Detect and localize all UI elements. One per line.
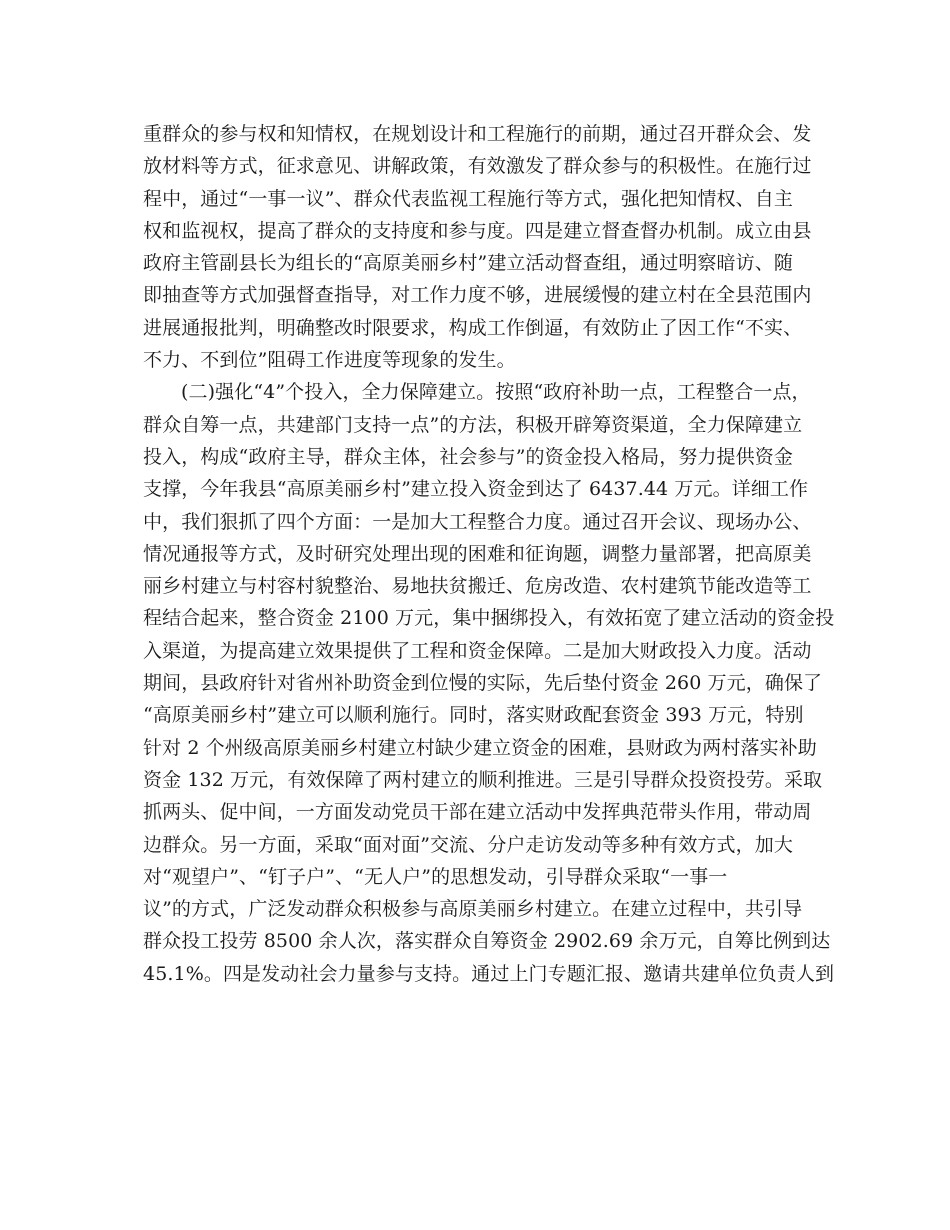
text-line: 边群众。另一方面，采取“面对面”交流、分户走访发动等多种有效方式，加大	[143, 833, 793, 856]
text-line: 放材料等方式，征求意见、讲解政策，有效激发了群众参与的积极性。在施行过	[143, 155, 812, 178]
text-line: 重群众的参与权和知情权，在规划设计和工程施行的前期，通过召开群众会、发	[143, 123, 812, 145]
text-line: 不力、不到位”阻碍工作进度等现象的发生。	[143, 349, 516, 372]
text-line: 期间，县政府针对省州补助资金到位慢的实际，先后垫付资金 260 万元，确保了	[143, 672, 823, 695]
text-line: 丽乡村建立与村容村貌整治、易地扶贫搬迁、危房改造、农村建筑节能改造等工	[143, 575, 812, 598]
text-line: 情况通报等方式，及时研究处理出现的困难和征询题，调整力量部署，把高原美	[143, 542, 812, 565]
text-line: 程中，通过“一事一议”、群众代表监视工程施行等方式，强化把知情权、自主	[143, 187, 793, 210]
text-line: “高原美丽乡村”建立可以顺利施行。同时，落实财政配套资金 393 万元，特别	[143, 704, 804, 727]
text-line: 政府主管副县长为组长的“高原美丽乡村”建立活动督查组，通过明察暗访、随	[143, 252, 793, 275]
text-line: 程结合起来，整合资金 2100 万元，集中捆绑投入，有效拓宽了建立活动的资金投	[143, 607, 835, 630]
text-line: 支撑，今年我县“高原美丽乡村”建立投入资金到达了 6437.44 万元。详细工作	[143, 478, 809, 501]
text-line: 资金 132 万元，有效保障了两村建立的顺利推进。三是引导群众投资投劳。采取	[143, 768, 823, 791]
text-line: 中，我们狠抓了四个方面：一是加大工程整合力度。通过召开会议、现场办公、	[143, 510, 812, 533]
text-line: 针对 2 个州级高原美丽乡村建立村缺少建立资金的困难，县财政为两村落实补助	[143, 736, 817, 759]
text-line: 群众投工投劳 8500 余人次，落实群众自筹资金 2902.69 余万元，自筹比例到达	[143, 930, 831, 953]
text-line: 即抽查等方式加强督查指导，对工作力度不够，进展缓慢的建立村在全县范围内	[143, 284, 812, 307]
text-line: 45.1%。四是发动社会力量参与支持。通过上门专题汇报、邀请共建单位负责人到	[143, 962, 835, 985]
text-line: 议”的方式，广泛发动群众积极参与高原美丽乡村建立。在建立过程中，共引导	[143, 898, 803, 921]
text-line: 对“观望户”、“钉子户”、“无人户”的思想发动，引导群众采取“一事一	[143, 865, 728, 888]
text-line: 抓两头、促中间，一方面发动党员干部在建立活动中发挥典范带头作用，带动周	[143, 801, 812, 824]
text-line: (二)强化“4”个投入，全力保障建立。按照“政府补助一点，工程整合一点，	[181, 381, 811, 404]
text-line: 权和监视权，提高了群众的支持度和参与度。四是建立督查督办机制。成立由县	[143, 219, 812, 242]
text-line: 进展通报批判，明确整改时限要求，构成工作倒逼，有效防止了因工作“不实、	[143, 316, 803, 339]
text-line: 群众自筹一点，共建部门支持一点”的方法，积极开辟筹资渠道，全力保障建立	[143, 413, 803, 436]
body-text	[143, 118, 835, 990]
text-line: 入渠道，为提高建立效果提供了工程和资金保障。二是加大财政投入力度。活动	[143, 639, 812, 662]
text-line: 投入，构成“政府主导，群众主体，社会参与”的资金投入格局，努力提供资金	[143, 445, 793, 468]
